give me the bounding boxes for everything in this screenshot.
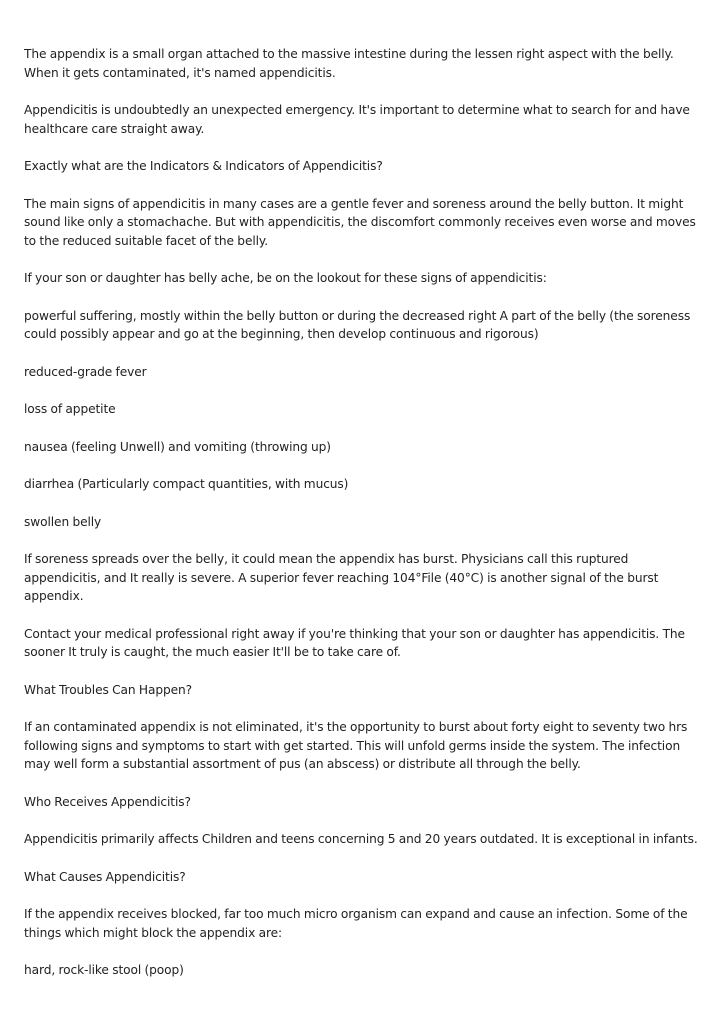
heading-troubles: What Troubles Can Happen? bbox=[24, 682, 192, 697]
paragraph-burst: If soreness spreads over the belly, it could mean the appendix has burst. Physicians call this ruptured appendicitis, and It really is severe. A superior fever reaching 104°File (40°C) is another signal of the burst appendix. bbox=[24, 552, 659, 603]
heading-who: Who Receives Appendicitis? bbox=[24, 794, 191, 809]
paragraph-blocked: If the appendix receives blocked, far too much micro organism can expand and cause an infection. Some of the things which might block the appendix are: bbox=[24, 907, 688, 940]
paragraph-intro: The appendix is a small organ attached to the massive intestine during the lessen right aspect with the belly. When it gets contaminated, it's named appendicitis. bbox=[24, 47, 674, 80]
paragraph-lookout: If your son or daughter has belly ache, be on the lookout for these signs of appendicitis: bbox=[24, 271, 547, 285]
list-item-diarrhea: diarrhea (Particularly compact quantities, with mucus) bbox=[24, 477, 349, 491]
heading-indicators: Exactly what are the Indicators & Indicators of Appendicitis? bbox=[24, 159, 383, 173]
heading-causes: What Causes Appendicitis? bbox=[24, 869, 186, 884]
list-item-appetite: loss of appetite bbox=[24, 402, 116, 416]
list-item-pain: powerful suffering, mostly within the belly button or during the decreased right A part of the belly (the soreness could possibly appear and go at the beginning, then develop continuous and rigorous) bbox=[24, 308, 691, 341]
paragraph-affects: Appendicitis primarily affects Children and teens concerning 5 and 20 years outdated. It is exceptional in infants. bbox=[24, 832, 698, 846]
list-item-stool: hard, rock-like stool (poop) bbox=[24, 963, 184, 977]
list-item-fever: reduced-grade fever bbox=[24, 364, 147, 379]
paragraph-contact: Contact your medical professional right away if you're thinking that your son or daughter has appendicitis. The sooner It truly is caught, the much easier It'll be to take care of. bbox=[24, 626, 685, 659]
paragraph-infection: If an contaminated appendix is not eliminated, it's the opportunity to burst about forty eight to seventy two hrs following signs and symptoms to start with get started. This will unfold germs inside the system. The infection may well form a substantial assortment of pus (an abscess) or distribute all through the belly. bbox=[24, 720, 688, 771]
paragraph-main-signs: The main signs of appendicitis in many cases are a gentle fever and soreness around the belly button. It might sound like only a stomachache. But with appendicitis, the discomfort commonly receives even worse and moves to the reduced suitable facet of the belly. bbox=[24, 196, 696, 248]
list-item-nausea: nausea (feeling Unwell) and vomiting (throwing up) bbox=[24, 439, 331, 454]
list-item-swollen: swollen belly bbox=[24, 514, 102, 529]
paragraph-emergency: Appendicitis is undoubtedly an unexpected emergency. It's important to determine what to search for and have healthcare care straight away. bbox=[24, 103, 690, 136]
